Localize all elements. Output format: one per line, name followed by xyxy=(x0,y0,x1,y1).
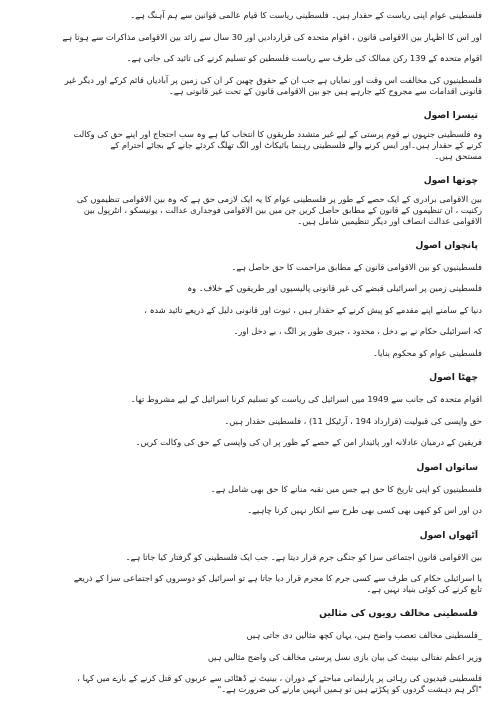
heading-principle-4 xyxy=(12,175,482,187)
paragraph-18 xyxy=(12,573,482,595)
paragraph-9 xyxy=(12,305,482,317)
heading-text: آٹھواں اصول xyxy=(419,529,478,541)
text-line: "اگر ہم دہشت گردوں کو پکڑتے ہیں تو ہمیں انہیں مارنے کی ضرورت ہے۔" xyxy=(217,684,482,694)
text-line: رکنیت ، ان تنظیموں کے قانون کے مطابق حاصل کریں جن میں بین الاقوامی فوجداری عدالت ، یونیسکو ، انٹرپول بین xyxy=(83,204,482,215)
paragraph-13 xyxy=(12,416,482,428)
paragraph-2 xyxy=(12,32,482,44)
text-line: قانونی اقدامات سے مجروح کئے جارہے ہیں جو بین الاقوامی قانون کے تحت غیر قانونی ہے۔ xyxy=(168,85,482,96)
text-line: الاقوامی عدالت انصاف اور دیگر تنظیمیں شامل ہیں۔ xyxy=(297,215,482,226)
text-line: کہ اسرائیلی حکام نے بے دخل ، محدود ، جبری طور پر الگ ، بے دخل اور۔ xyxy=(233,326,482,336)
text-line: اقوام متحدہ کی جانب سے 1949 میں اسرائیل کی ریاست کو تسلیم کرنا اسرائیل کے لیے مشروط تھا۔ xyxy=(130,394,482,404)
heading-anti-palestinian-examples xyxy=(12,608,482,620)
text-line: اور اس کا اظہار بین الاقوامی قانون ، اقوام متحدہ کی قراردادیں اور 30 سال سے زائد بین الاقوامی مذاکرات سے ہوتا ہے xyxy=(62,31,482,42)
heading-text: چھٹا اصول xyxy=(429,372,478,383)
heading-text: پانچواں اصول xyxy=(415,239,478,251)
text-line: دنیا کے سامنے اپنے مقدمے کو پیش کرنے کے حقدار ہیں ، ثبوت اور قانونی دلیل کے ذریعے تائید شدہ ، xyxy=(144,304,482,315)
text-line: فلسطینیوں کی مخالفت اس وقت اور نمایاں ہے جب ان کے حقوق چھین کر ان کی زمین پر آبادیاں قائم کرکے اور دیگر غیر xyxy=(64,74,482,85)
paragraph-11 xyxy=(12,348,482,360)
text-line: حق واپسی کی قبولیت (قرارداد 194 ، آرٹیکل 11) ، فلسطینی حقدار ہیں۔ xyxy=(224,415,482,426)
paragraph-10 xyxy=(12,326,482,338)
paragraph-17 xyxy=(12,552,482,564)
text-line: فلسطینیوں کو اپنی تاریخ کا حق ہے جس میں نقبہ منانے کا حق بھی شامل ہے۔ xyxy=(210,483,482,494)
paragraph-1 xyxy=(12,10,482,22)
paragraph-20 xyxy=(12,652,482,664)
text-line: تابع کرنے کی کوئی بنیاد نہیں ہے۔ xyxy=(366,584,482,594)
text-line: فریقین کے درمیان عادلانہ اور پائیدار امن کے حصے کے طور پر ان کی واپسی کے حق کی وکالت کریں۔ xyxy=(135,437,482,447)
text-line: فلسطینی عوام اپنی ریاست کے حقدار ہیں۔ فلسطینی ریاست کا قیام عالمی قوانین سے ہم آہنگ ہے۔ xyxy=(130,10,482,20)
paragraph-5 xyxy=(12,129,482,162)
heading-text: چوتھا اصول xyxy=(423,174,478,186)
paragraph-8 xyxy=(12,283,482,295)
text-line: فلسطینی عوام کو محکوم بنایا۔ xyxy=(372,347,482,358)
heading-principle-8 xyxy=(12,530,482,542)
heading-principle-7 xyxy=(12,462,482,474)
paragraph-3 xyxy=(12,53,482,65)
paragraph-4 xyxy=(12,75,482,97)
text-line: فلسطینی زمین پر اسرائیلی قبضے کی غیر قانونی پالیسیوں اور طریقوں کے خلاف۔ وہ xyxy=(187,283,482,293)
paragraph-12 xyxy=(12,394,482,406)
text-line: وزیر اعظم نفتالی بینیٹ کی بیان بازی نسل پرستی مخالف کی واضح مثالیں ہیں xyxy=(207,651,482,662)
text-line: مستحق ہیں۔ xyxy=(434,150,482,161)
text-line: یا اسرائیلی حکام کی طرف سے کسی جرم کا مجرم قرار دیا جاتا ہے تو اسرائیل کو دوسروں کو اجتماعی سزا کے ذریعے xyxy=(73,573,482,583)
text-line: کرنے کے حقدار ہیں۔اور ایس کرنے والے فلسطینی رہنما بائیکاٹ اور الگ تھلگ کردئے جانے کے بجائے احترام کے xyxy=(110,139,482,150)
paragraph-16 xyxy=(12,505,482,517)
text-line: بین الاقوامی قانون اجتماعی سزا کو جنگی جرم قرار دیتا ہے۔ جب ایک فلسطینی کو گرفتار کیا جاتا ہے۔ xyxy=(125,551,482,562)
paragraph-21 xyxy=(12,673,482,695)
text-line: _فلسطینی مخالف تعصب واضح ہیں، یہاں کچھ مثالیں دی جاتی ہیں xyxy=(246,630,482,640)
text-line: وہ فلسطینی جنہوں نے قوم پرستی کے لیے غیر متشدد طریقوں کا انتخاب کیا ہے وہ سب احتجاج اور اپنے حق کی وکالت xyxy=(73,128,482,139)
paragraph-19 xyxy=(12,630,482,642)
text-line: فلسطینی قیدیوں کی رہائی پر پارلیمانی مباحثے کے دوران ، بینیٹ نے ڈھٹائی سے عربوں کو قتل کرنے کے بارے میں کہا ، xyxy=(77,673,482,683)
heading-text: فلسطینی مخالف رویوں کی مثالیں xyxy=(319,608,478,619)
heading-text: تیسرا اصول xyxy=(423,109,478,121)
heading-text: ساتواں اصول xyxy=(416,461,478,473)
heading-principle-3 xyxy=(12,110,482,122)
text-line: فلسطینیوں کو بین الاقوامی قانون کے مطابق مزاحمت کا حق حاصل ہے۔ xyxy=(231,261,482,272)
text-line: اقوام متحدہ کے 139 رکن ممالک کی طرف سے ریاست فلسطین کو تسلیم کرنے کی تائید کی جاتی ہے۔ xyxy=(126,53,482,63)
heading-principle-6 xyxy=(12,372,482,384)
paragraph-14 xyxy=(12,437,482,449)
paragraph-7 xyxy=(12,262,482,274)
text-line: دن اور اس کو کبھی بھی کسی بھی طرح سے انکار نہیں کرنا چاہیے۔ xyxy=(247,505,482,515)
heading-principle-5 xyxy=(12,240,482,252)
text-line: بین الاقوامی برادری کے ایک حصے کے طور پر فلسطینی عوام کا یہ ایک لازمی حق ہے کہ وہ بین الاقوامی تنظیموں کی xyxy=(76,193,482,204)
paragraph-6 xyxy=(12,194,482,227)
paragraph-15 xyxy=(12,484,482,496)
